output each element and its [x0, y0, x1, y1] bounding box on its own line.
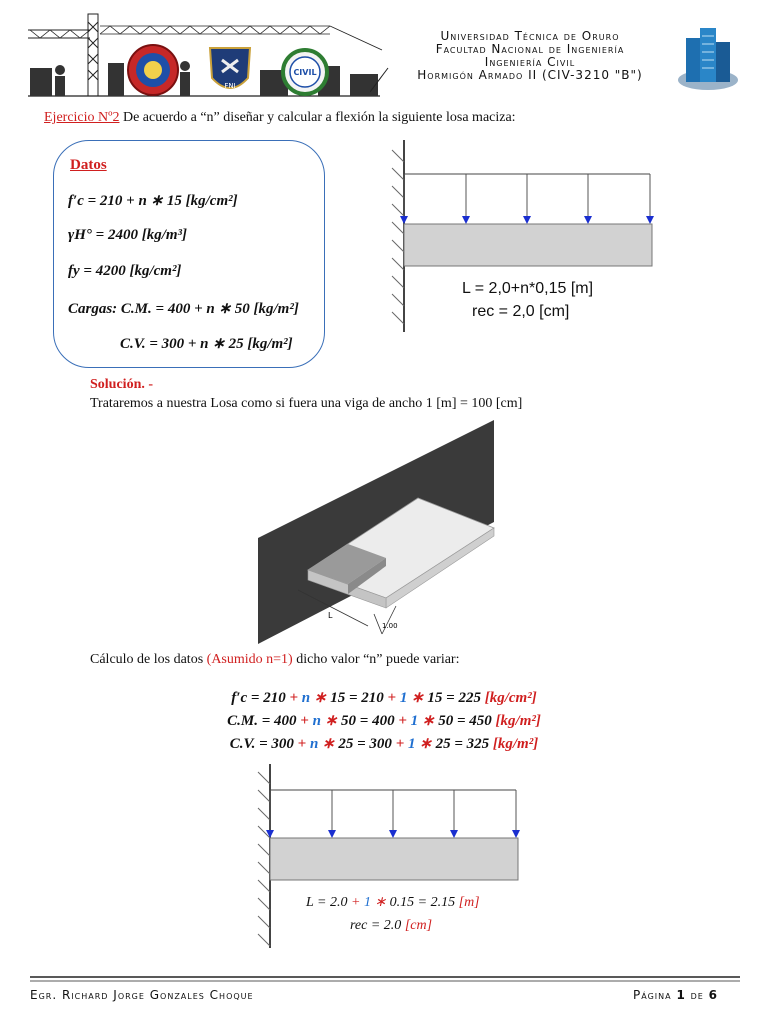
- datos-cm: Cargas: C.M. = 400 + n ∗ 50 [kg/m²]: [68, 301, 299, 317]
- fig3-length-one: 1: [363, 895, 371, 910]
- fig3-length-plus: +: [350, 895, 364, 910]
- slab-length-label: L: [328, 611, 333, 620]
- fig3-length-b: 0.15 = 2.15: [389, 895, 459, 910]
- footer-page-label: Página: [633, 988, 677, 1002]
- eq-fc-plus2: +: [387, 690, 400, 706]
- building-logo: [676, 24, 740, 94]
- eq-cv-rest: 25 = 325: [435, 736, 493, 752]
- datos-cv: C.V. = 300 + n ∗ 25 [kg/m²]: [120, 336, 293, 352]
- eq-cv-op1: ∗: [318, 736, 339, 752]
- datos-gamma: γH° = 2400 [kg/m³]: [68, 227, 188, 243]
- datos-title: Datos: [70, 157, 107, 173]
- eq-cv-lhs: C.V. = 300: [229, 736, 298, 752]
- university-name: Universidad Técnica de Oruro: [440, 29, 620, 43]
- exercise-text: De acuerdo a “n” diseñar y calcular a flexión la siguiente losa maciza:: [122, 110, 516, 125]
- calc-intro-c: dicho valor “n” puede variar:: [292, 652, 460, 667]
- eq-cm-mid: 50 = 400: [341, 713, 399, 729]
- fig3-length-op: ∗: [370, 895, 390, 910]
- fig3-length-a: L = 2.0: [306, 895, 351, 910]
- eq-fc-unit: [kg/cm²]: [484, 690, 537, 706]
- eq-cv-unit: [kg/m²]: [492, 736, 539, 752]
- eq-fc-mid: 15 = 210: [330, 690, 388, 706]
- exercise-label: Ejercicio Nº2: [44, 110, 120, 125]
- eq-cv-n: n: [309, 736, 319, 752]
- slab-width-label: 1.00: [382, 622, 398, 630]
- civil-logo-text: CIVIL: [293, 68, 317, 77]
- figure-cantilever-2: [252, 760, 532, 950]
- calc-fc-equation: [0, 688, 768, 707]
- cantilever-1-length: L = 2,0+n*0,15 [m]: [462, 280, 594, 297]
- footer-page-of: de: [685, 988, 709, 1002]
- header-divider: [370, 60, 670, 100]
- eq-fc-lhs: f′c = 210: [231, 690, 290, 706]
- eq-cm-unit: [kg/m²]: [495, 713, 541, 729]
- slab-3d-figure: [258, 418, 498, 646]
- cantilever-2-length: [306, 894, 480, 911]
- eq-cm-op1: ∗: [320, 713, 342, 729]
- fig3-length-unit: [m]: [458, 895, 480, 910]
- eq-cm-op2: ∗: [418, 713, 439, 729]
- figure-cantilever-1: [390, 140, 662, 336]
- eq-cm-rest: 50 = 450: [438, 713, 496, 729]
- eq-cm-plus2: +: [398, 713, 411, 729]
- footer-page-number: 1: [676, 988, 686, 1002]
- datos-fy: fy = 4200 [kg/cm²]: [68, 263, 182, 279]
- eq-cv-plus1: +: [297, 736, 310, 752]
- eq-fc-one: 1: [399, 690, 408, 706]
- fni-logo-text: FNI: [224, 82, 236, 90]
- calc-cm-equation: [0, 711, 768, 730]
- fig3-rec-a: rec = 2.0: [350, 918, 405, 933]
- footer-author: Egr. Richard Jorge Gonzales Choque: [30, 988, 254, 1002]
- footer-rule: [30, 976, 740, 984]
- calc-intro-assumed: (Asumido n=1): [206, 652, 293, 667]
- faculty-name: Facultad Nacional de Ingeniería: [435, 42, 625, 56]
- eq-cm-lhs: C.M. = 400: [227, 713, 301, 729]
- eq-fc-op1: ∗: [310, 690, 331, 706]
- calc-cv-equation: [0, 734, 768, 753]
- department-name: Ingeniería Civil: [484, 55, 576, 69]
- eq-cv-one: 1: [408, 736, 416, 752]
- eq-fc-plus1: +: [289, 690, 302, 706]
- eq-cv-mid: 25 = 300: [338, 736, 396, 752]
- footer: [30, 988, 738, 1002]
- eq-fc-rest: 15 = 225: [427, 690, 485, 706]
- course-name: Hormigón Armado II (CIV-3210 "B"): [417, 68, 643, 82]
- footer-page: [633, 988, 718, 1002]
- calc-intro: [90, 652, 459, 668]
- eq-cv-op2: ∗: [415, 736, 436, 752]
- eq-cm-one: 1: [410, 713, 419, 729]
- cantilever-2-rec: [350, 918, 432, 934]
- header-banner: [0, 8, 390, 100]
- cantilever-1-rec: rec = 2,0 [cm]: [472, 303, 570, 320]
- exercise-statement: [44, 110, 516, 126]
- uto-seal-logo: [128, 45, 178, 95]
- solution-text: Trataremos a nuestra Losa como si fuera una viga de ancho 1 [m] = 100 [cm]: [90, 396, 523, 411]
- eq-fc-op2: ∗: [407, 690, 428, 706]
- eq-cm-n: n: [312, 713, 321, 729]
- datos-fc: f′c = 210 + n ∗ 15 [kg/cm²]: [68, 193, 238, 209]
- fig3-rec-unit: [cm]: [404, 918, 433, 933]
- calc-intro-a: Cálculo de los datos: [90, 652, 207, 667]
- datos-box: [53, 140, 325, 368]
- eq-cm-plus1: +: [300, 713, 313, 729]
- solution-title: Solución. -: [90, 377, 154, 392]
- eq-fc-n: n: [301, 690, 311, 706]
- eq-cv-plus2: +: [395, 736, 408, 752]
- footer-page-total: 6: [708, 988, 718, 1002]
